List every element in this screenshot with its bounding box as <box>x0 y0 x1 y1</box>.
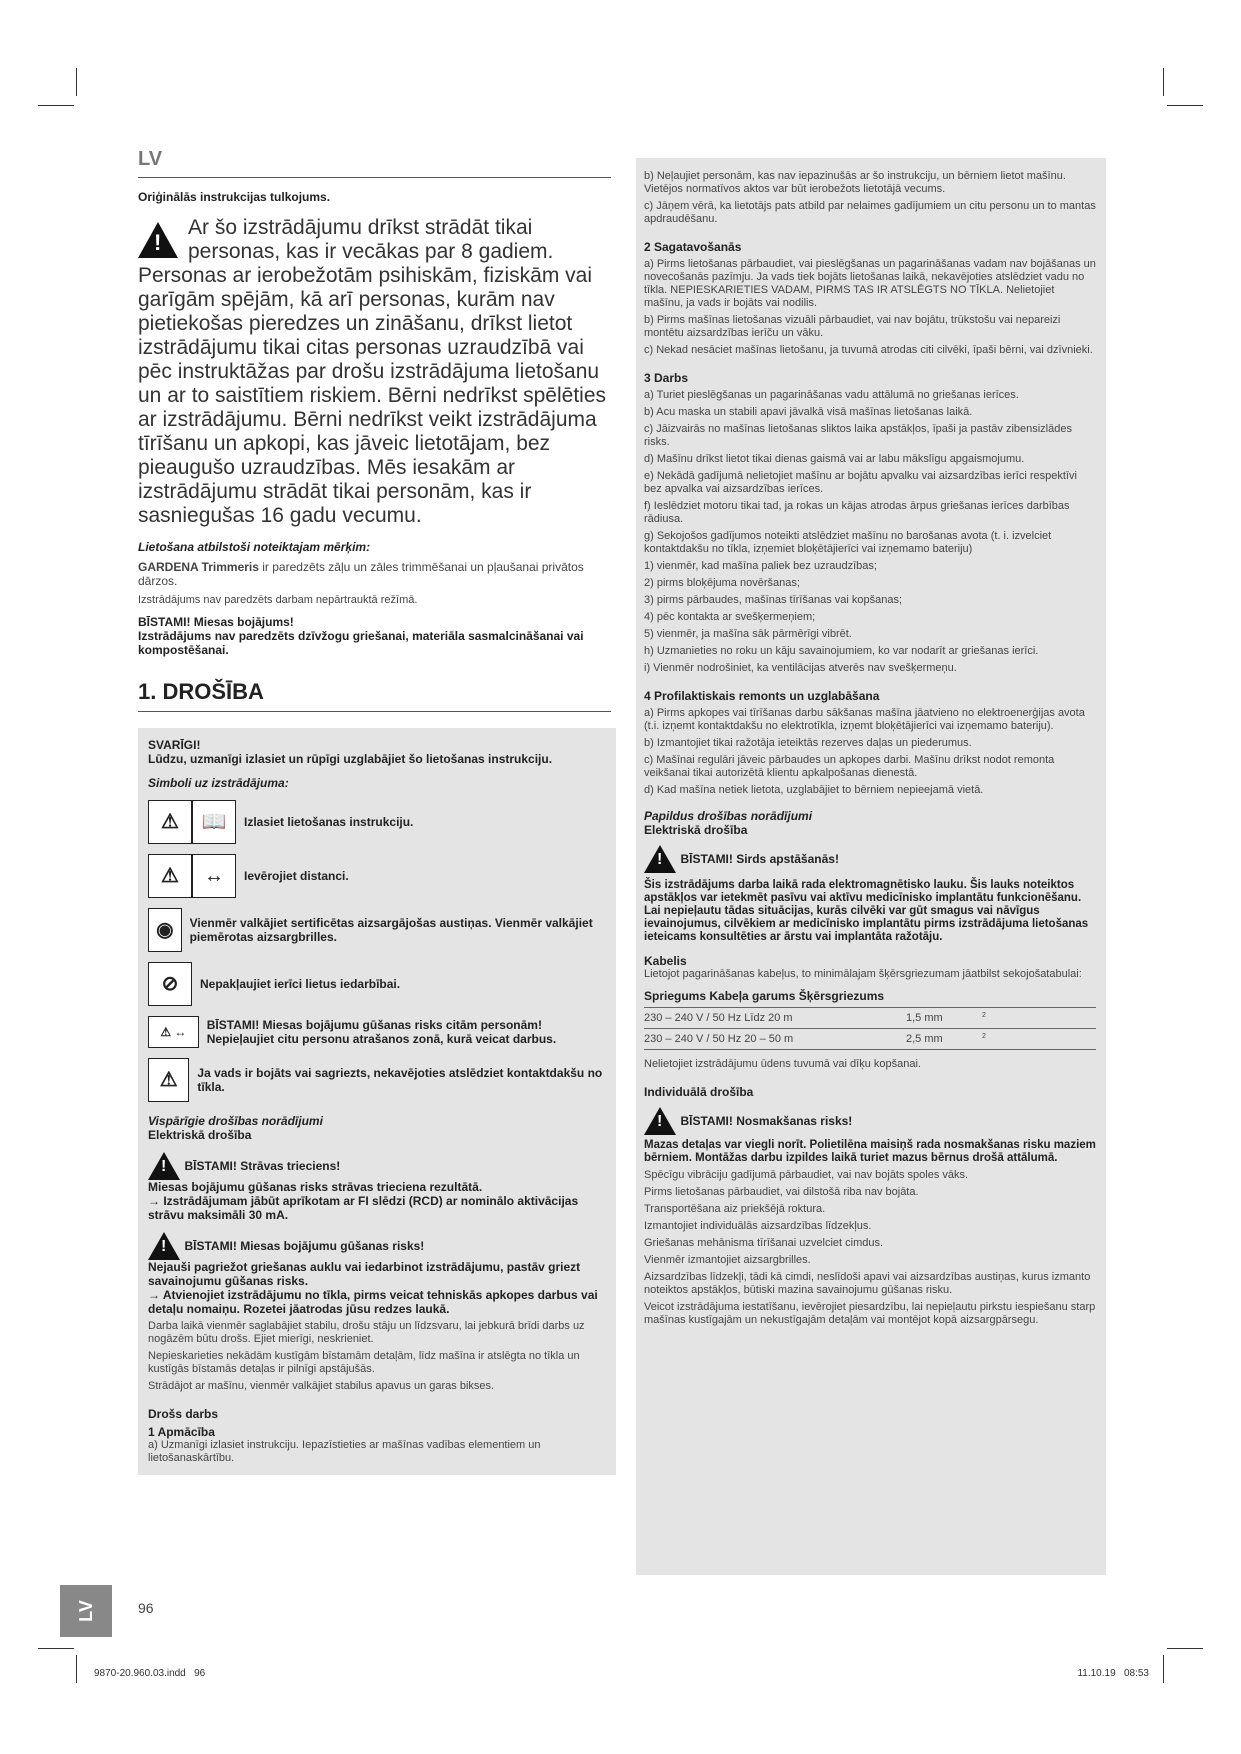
table-row <box>644 1029 1096 1050</box>
no-rain-icon: ⊘ <box>148 962 192 1006</box>
danger-instruction: → Izstrādājumam jābūt aprīkotam ar FI slēdzi (RCD) ar nominālo aktivācijas strāvu maksimāli 30 mA. <box>148 1194 579 1222</box>
bystander-distance-icon: ⚠ ↔ <box>148 1016 199 1048</box>
list-item: d) Kad mašīna netiek lietota, uzglabājiet to bērniem nepieejamā vietā. <box>644 784 984 796</box>
paragraph: Darba laikā vienmēr saglabājiet stabilu, drošu stāju un līdzsvaru, lai jebkurā brīdi darbs uz nogāzēm būtu drošs. Ejiet mierīgi, neskrieniet. <box>148 1320 585 1345</box>
tab-label: LV <box>75 1600 96 1622</box>
list-item: b) Acu maska un stabili apavi jāvalkā visā mašīnas lietošanas laikā. <box>644 406 973 418</box>
usage-heading: Lietošana atbilstoši noteiktajam mērķim: <box>138 540 371 554</box>
symbol-label: Izlasiet lietošanas instrukciju. <box>244 815 414 829</box>
usage-text: ir paredzēts zāļu un zāles trimmēšanai un pļaušanai privātos dārzos. <box>138 560 584 588</box>
original-title: Oriģinālās instrukcijas tulkojums. <box>138 190 331 204</box>
list-item: Veicot izstrādājuma iestatīšanu, ievērojiet piesardzību, lai nepieļautu pirkstu iespiešanu starp mašīnas kustīgajām un nekustīgajām detaļām vai montējot kopā aizsargpārsegu. <box>644 1301 1096 1326</box>
list-item: Transportēšana aiz priekšējā roktura. <box>644 1203 826 1215</box>
usage-text-2: Izstrādājums nav paredzēts darbam nepārtrauktā režīmā. <box>138 594 418 606</box>
list <box>644 170 1096 226</box>
list-item: 5) vienmēr, ja mašīna sāk pārmērīgi vibrēt. <box>644 628 852 640</box>
list-item: e) Nekādā gadījumā nelietojiet mašīnu ar bojātu apvalku vai aizsardzības ierīci respektīvi bez apvalka vai aizsardzības ierīces. <box>644 470 1077 495</box>
symbol-row <box>148 1016 606 1048</box>
table-cell: 2 <box>982 1033 986 1040</box>
list-item: 4) pēc kontakta ar svešķermeņiem; <box>644 611 816 623</box>
list-item: c) Jāizvairās no mašīnas lietošanas sliktos laika apstākļos, īpaši ja pastāv zibensizlādes risks. <box>644 423 1072 448</box>
table-cell: 2 <box>982 1012 986 1019</box>
file-name: 9870-20.960.03.indd 96 <box>94 1668 206 1679</box>
left-column <box>138 148 611 1475</box>
table-cell: 230 – 240 V / 50 Hz Līdz 20 m <box>644 1012 793 1024</box>
list-item: a) Turiet pieslēgšanas un pagarināšanas vadu attālumā no griešanas ierīces. <box>644 389 1019 401</box>
danger-row <box>644 845 1096 873</box>
training-item: a) Uzmanīgi izlasiet instrukciju. Iepazīstieties ar mašīnas vadības elementiem un lietošanaskārtību. <box>148 1439 541 1464</box>
warning-icon <box>148 1152 180 1180</box>
crop-mark <box>38 105 74 106</box>
list-item: Aizsardzības līdzekļi, tādi kā cimdi, neslīdoši apavi vai aizsardzības austiņas, kurus izmanto noteiktos apstākļos, būtiski mazina savainojumu gūšanas risku. <box>644 1271 1091 1296</box>
list-item: 3) pirms pārbaudes, mašīnas tīrīšanas vai kopšanas; <box>644 594 903 606</box>
safety-box <box>138 728 616 1475</box>
symbol-label: Ievērojiet distanci. <box>244 869 349 883</box>
symbols-heading: Simboli uz izstrādājuma: <box>148 776 289 790</box>
intro-block <box>138 216 611 528</box>
warning-icon <box>644 845 676 873</box>
danger-text: Miesas bojājumu gūšanas risks strāvas trieciena rezultātā. <box>148 1180 483 1194</box>
list-item: f) Ieslēdziet motoru tikai tad, ja rokas un kājas atrodas ārpus griešanas ierīces darbības rādiusa. <box>644 500 1070 525</box>
list-item: b) Neļaujiet personām, kas nav iepazinušās ar šo instrukciju, un bērniem lietot mašīnu. Vietējos normatīvos aktos var būt ierobežots lietotājā vecums. <box>644 170 1066 195</box>
important-label: SVARĪGI! <box>148 738 201 752</box>
individual-heading: Individuālā drošība <box>644 1085 754 1099</box>
crop-mark <box>76 68 77 96</box>
crop-mark <box>1163 1655 1164 1683</box>
crop-mark <box>1167 105 1203 106</box>
book-icon: 📖 <box>192 800 236 844</box>
table-row <box>644 1008 1096 1029</box>
crop-mark <box>76 1655 77 1683</box>
symbol-label: Ja vads ir bojāts vai sagriezts, nekavējoties atslēdziet kontaktdakšu no tīkla. <box>197 1066 603 1094</box>
danger-text: Mazas detaļas var viegli norīt. Polietilēna maisiņš rada nosmakšanas risku maziem bērniem. Montāžas darbu izpildes laikā turiet mazus bērnus drošā attālumā. <box>644 1139 1096 1164</box>
list-item: c) Jāņem vērā, ka lietotājs pats atbild par nelaimes gadījumiem un citu personu un to mantas apdraudēšanu. <box>644 200 1096 225</box>
usage-paragraph <box>138 560 611 588</box>
maintenance-list <box>644 707 1096 797</box>
symbol-row <box>148 1058 606 1102</box>
danger-row <box>148 1232 606 1260</box>
warning-icon <box>148 1232 180 1260</box>
list-item: i) Vienmēr nodrošiniet, ka ventilācijas atverēs nav svešķermeņu. <box>644 662 957 674</box>
symbol-label: BĪSTAMI! Miesas bojājumu gūšanas risks citām personām! Nepieļaujiet citu personu atrašanos zonā, kurā veicat darbus. <box>206 1018 557 1046</box>
danger-text: Izstrādājums nav paredzēts dzīvžogu griešanai, materiāla sasmalcināšanai vai kompostēšanai. <box>138 629 584 657</box>
print-date: 11.10.19 08:53 <box>1077 1668 1149 1679</box>
distance-icon: ↔ <box>192 854 236 898</box>
cable-note: Nelietojiet izstrādājumu ūdens tuvumā vai dīķu kopšanai. <box>644 1058 921 1070</box>
danger-label: BĪSTAMI! Sirds apstāšanās! <box>680 852 839 867</box>
list-item: b) Izmantojiet tikai ražotāja ieteiktās rezerves daļas un piederumus. <box>644 737 972 749</box>
symbol-row <box>148 962 606 1006</box>
important-text: Lūdzu, uzmanīgi izlasiet un rūpīgi uzglabājiet šo lietošanas instrukciju. <box>148 752 553 766</box>
danger-label: BĪSTAMI! Miesas bojājumu gūšanas risks! <box>184 1239 425 1254</box>
list-item: Spēcīgu vibrāciju gadījumā pārbaudiet, vai nav bojāts spoles vāks. <box>644 1169 969 1181</box>
electrical-heading: Elektriskā drošība <box>148 1128 252 1142</box>
list-item: b) Pirms mašīnas lietošanas vizuāli pārbaudiet, vai nav bojātu, trūkstošu vai nepareizi montētu aizsardzības ierīču un vāku. <box>644 314 1061 339</box>
danger-text: Nejauši pagriežot griešanas auklu vai iedarbinot izstrādājumu, pastāv griezt savainojumu gūšanas risks. <box>148 1260 581 1288</box>
paragraph: Strādājot ar mašīnu, vienmēr valkājiet stabilus apavus un garas bikses. <box>148 1380 495 1392</box>
language-heading: LV <box>138 148 163 170</box>
right-column <box>636 158 1106 1575</box>
cable-text: Lietojot pagarināšanas kabeļus, to minimālajam šķērsgriezumam jāatbilst sekojošatabulai: <box>644 968 1082 980</box>
table-cell: 230 – 240 V / 50 Hz 20 – 50 m <box>644 1033 794 1045</box>
maintenance-heading: 4 Profilaktiskais remonts un uzglabāšana <box>644 689 880 703</box>
warning-icon: ⚠ <box>148 800 192 844</box>
divider <box>138 177 611 178</box>
danger-label: BĪSTAMI! Nosmakšanas risks! <box>680 1114 853 1129</box>
individual-list <box>644 1169 1096 1327</box>
danger-label: BĪSTAMI! Strāvas trieciens! <box>184 1159 341 1174</box>
divider <box>138 711 611 712</box>
table-cell: 1,5 mm <box>906 1012 943 1024</box>
electrical-heading: Elektriskā drošība <box>644 823 748 837</box>
symbol-row <box>148 800 606 844</box>
list-item: g) Sekojošos gadījumos noteikti atslēdziet mašīnu no barošanas avota (t. i. izvelciet kontaktdakšu no tīkla, izņemiet bloķētājierīci vai izņemamo bateriju) <box>644 530 1052 555</box>
list-item: 1) vienmēr, kad mašīna paliek bez uzraudzības; <box>644 560 877 572</box>
brand-name: GARDENA Trimmeris <box>138 560 259 574</box>
list-item: Pirms lietošanas pārbaudiet, vai dilstošā riba nav bojāta. <box>644 1186 919 1198</box>
unplug-icon: ⚠ <box>148 1058 189 1102</box>
general-heading: Vispārīgie drošības norādījumi <box>148 1114 323 1128</box>
list-item: d) Mašīnu drīkst lietot tikai dienas gaismā vai ar labu mākslīgu apgaismojumu. <box>644 453 1025 465</box>
table-header: Spriegums Kabeļa garums Šķērsgriezums <box>644 989 1096 1008</box>
danger-row <box>148 1152 606 1180</box>
list-item: Izmantojiet individuālās aizsardzības līdzekļus. <box>644 1220 872 1232</box>
list-item: c) Mašīnai regulāri jāveic pārbaudes un apkopes darbi. Mašīnu drīkst nodot remonta veikšanai tikai autorizētā klientu apkalpošanas dienestā. <box>644 754 1055 779</box>
paragraph: Nepieskarieties nekādām kustīgām bīstamām detaļām, līdz mašīna ir atslēgta no tīkla un kustīgās bīstamās detaļas ir pilnīgi apstājušās. <box>148 1350 580 1375</box>
work-heading: 3 Darbs <box>644 371 689 385</box>
list-item: a) Pirms lietošanas pārbaudiet, vai pieslēgšanas un pagarināšanas vadam nav bojāšanas un novecošanās pazīmju. Ja vads tiek bojāts lietošanas laikā, nekavējoties atslēdziet vadu no tīkla. NEPIESKARIETIES VADAM, PIRMS TAS IR ATSLĒGTS NO TĪKLA. Nelietojiet mašīnu, ja vads ir bojāts vai nodilis. <box>644 258 1096 309</box>
table-cell: 2,5 mm <box>906 1033 943 1045</box>
ear-eye-protection-icon: ◉ <box>148 908 182 952</box>
list-item: c) Nekad nesāciet mašīnas lietošanu, ja tuvumā atrodas citi cilvēki, īpaši bērni, vai dzīvnieki. <box>644 344 1093 356</box>
warning-icon: ⚠ <box>148 854 192 898</box>
list-item: Griešanas mehānisma tīrīšanai uzvelciet cimdus. <box>644 1237 884 1249</box>
additional-heading: Papildus drošības norādījumi <box>644 809 813 823</box>
crop-mark <box>1167 1648 1203 1649</box>
danger-instruction: → Atvienojiet izstrādājumu no tīkla, pirms veicat tehniskās apkopes darbus vai detaļu nomaiņu. Rozetei jāatrodas jūsu redzes laukā. <box>148 1288 598 1316</box>
warning-icon <box>138 222 178 263</box>
section-title: 1. DROŠĪBA <box>138 679 264 704</box>
danger-text: Šis izstrādājums darba laikā rada elektromagnētisko lauku. Šis lauks noteiktos apstākļos var ietekmēt pasīvu vai aktīvu medicīnisko implantātu funkcionēšanu. Lai nepieļautu tādas situācijas, kurās cilvēki var gūt smagus vai nāvīgus ievainojumus, cilvēkiem ar medicīnisko implantātu pirms izstrādājuma lietošanas ieteicams konsultēties ar ārstu vai implantāta ražotāju. <box>644 879 1089 943</box>
symbol-row <box>148 854 606 898</box>
language-tab <box>60 1585 112 1637</box>
list-item: Vienmēr izmantojiet aizsargbrilles. <box>644 1254 811 1266</box>
cable-heading: Kabelis <box>644 954 687 968</box>
list-item: a) Pirms apkopes vai tīrīšanas darbu sākšanas mašīna jāatvieno no elektroenerģijas avota (t.i. izņemt kontaktdakšu no elektrotīkla, izņemt bloķētājierīci vai izņemamo bateriju). <box>644 707 1085 732</box>
page-number: 96 <box>138 1600 154 1616</box>
symbol-row <box>148 908 606 952</box>
danger-row <box>644 1107 1096 1135</box>
list-item: h) Uzmanieties no roku un kāju savainojumiem, ko var nodarīt ar griešanas ierīci. <box>644 645 1039 657</box>
danger-title: BĪSTAMI! Miesas bojājums! <box>138 615 294 629</box>
prep-list <box>644 258 1096 357</box>
prep-heading: 2 Sagatavošanās <box>644 240 742 254</box>
crop-mark <box>38 1648 74 1649</box>
warning-icon <box>644 1107 676 1135</box>
symbol-label: Nepakļaujiet ierīci lietus iedarbībai. <box>200 977 401 991</box>
training-heading: 1 Apmācība <box>148 1425 215 1439</box>
intro-text: Ar šo izstrādājumu drīkst strādāt tikai personas, kas ir vecākas par 8 gadiem. Personas ar ierobežotām psihiskām, fiziskām vai garīgām spējām, kā arī personas, kurām nav pietiekošas pieredzes un zināšanu, drīkst lietot izstrādājumu tikai citas personas uzraudzībā vai pēc instruktāžas par drošu izstrādājuma lietošanu un ar to saistītiem riskiem. Bērni nedrīkst spēlēties ar izstrādājumu. Bērni nedrīkst veikt izstrādājuma tīrīšanu un apkopi, kas jāveic lietotājam, bez pieaugušo uzraudzības. Mēs iesakām ar izstrādājumu strādāt tikai personām, kas ir sasniegušas 16 gadu vecumu. <box>138 216 607 527</box>
crop-mark <box>1163 68 1164 96</box>
symbol-label: Vienmēr valkājiet sertificētas aizsargājošas austiņas. Vienmēr valkājiet piemērotas aizsargbrilles. <box>189 916 593 944</box>
work-list <box>644 389 1096 675</box>
safe-work-heading: Drošs darbs <box>148 1407 219 1421</box>
list-item: 2) pirms bloķējuma novēršanas; <box>644 577 800 589</box>
